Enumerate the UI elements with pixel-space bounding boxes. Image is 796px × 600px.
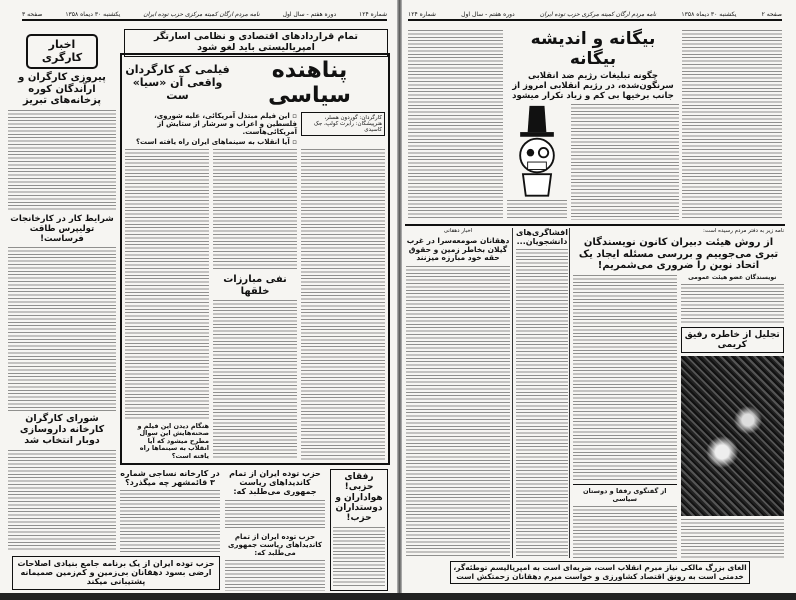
right-page-header: [408, 11, 782, 21]
feature-pullquote: هنگام دیدن این فیلم و صحنه‌هایش این سوال مطرح میشود که آیا انقلاب به سینماها راه یافته است؟: [137, 421, 209, 460]
bullet-text: این فیلم مبتذل آمریکائی، علیه شوروی، فلسطین و اعراب و سرشار از ستایش از آمریکائی‌هاست.: [154, 111, 297, 136]
article-kicker: نامه زیر به دفتر مردم رسیده است:: [703, 228, 784, 234]
article-body: [8, 450, 116, 552]
students-article: [512, 228, 568, 558]
candidates-article: [225, 469, 325, 591]
scan-edge: [0, 593, 796, 600]
article-body: [516, 249, 568, 558]
divider: [573, 484, 677, 485]
page-gutter: [397, 0, 402, 600]
photo-caption: [681, 519, 785, 558]
bottom-banner: حزب توده ایران از یک برنامه جامع بنیادی اصلاحات ارضی بسود دهقانان بی‌زمین و کم‌زمین صمیمانه پشتیبانی میکند: [12, 556, 220, 590]
film-credits: کارگردان: گوردون هسلر، هنرپیشگان: رابرت کولپ، جک کاسیدی: [301, 112, 385, 136]
masthead: نامه مردم ارگان کمیته مرکزی حزب توده ایران: [143, 11, 260, 18]
feature-column: [213, 149, 297, 272]
feature-column: [213, 300, 297, 460]
article-body: [573, 275, 677, 482]
tribute-headline: تجلیل از خاطره رفیق کریمی: [681, 327, 785, 354]
article-headline: حزب توده ایران از تمام کاندیداهای ریاست جمهوری می‌طلبد که:: [228, 533, 322, 558]
divider: [405, 224, 785, 226]
article-body: [8, 110, 116, 212]
right-top-column: [682, 30, 782, 220]
peasants-article: [406, 228, 510, 558]
article-headline: پیروزی کارگران و ارآندگان کوره پزخانه‌های تبریز: [18, 72, 106, 107]
party-appeal-box: [330, 469, 388, 591]
article-body: [333, 527, 385, 588]
period: دوره هفتم - سال اول: [461, 11, 515, 18]
left-page-header: [22, 11, 387, 21]
article-headline: حزب توده ایران از تمام کاندیداهای ریاست جمهوری می‌طلبد که:: [229, 469, 321, 497]
labour-news-column: [8, 34, 116, 552]
article-headline: افشاگری‌های دانشجویان...: [516, 228, 568, 247]
article-body: [681, 284, 785, 323]
article-body: [225, 560, 325, 591]
page-number: صفحه ۳: [22, 11, 43, 18]
article-body: [573, 506, 677, 558]
article-body: [225, 500, 325, 531]
article-headline: دهقانان صومعه‌سرا در غرب گیلان بخاطر زمین و حقوق حقه خود مبارزه میزنند: [406, 236, 510, 263]
feature-title: پناهنده سیاسی: [268, 58, 351, 109]
top-banner: تمام قراردادهای اقتصادی و نظامی اسارتگر امپریالیستی باید لغو شود: [124, 29, 388, 57]
date: یکشنبه ۳۰ دیماه ۱۳۵۸: [681, 11, 737, 18]
article-body: [682, 30, 782, 220]
period: دوره هفتم - سال اول: [282, 11, 337, 18]
issue-number: شماره ۱۲۴: [359, 11, 387, 18]
bottom-banner: الغای بزرگ مالکی نیاز مبرم انقلاب است، ضربه‌ای است به امپریالیسم توطئه‌گر، خدمتی است به رونق اقتصاد کشاورزی و خواست مبرم دهقانان زحمتکش است: [450, 561, 750, 584]
page-number: صفحه ۲: [761, 11, 782, 18]
feature-box: [120, 53, 390, 465]
feature-bullet: ▫ آیا انقلاب به سینماهای ایران راه یافته است؟: [135, 137, 297, 146]
textile-article: [120, 469, 220, 552]
section-logo: اخبار کارگری: [26, 34, 98, 69]
article-body: [8, 247, 116, 411]
date: یکشنبه ۳۰ دیماه ۱۳۵۸: [65, 11, 121, 18]
cartoon-illustration: [507, 104, 567, 198]
article-headline: از روش هیئت دبیران کانون نویسندگان تبری می‌جوییم و بررسی مسئله ایجاد یک اتحاد نوین را ضروری می‌شمریم!: [578, 237, 779, 271]
article-body: [571, 104, 679, 220]
writers-article: [569, 228, 784, 558]
feature-subtitle: فیلمی که کارگردان واقعی آن «سیا» ست: [125, 63, 230, 102]
cartoon-caption: [507, 200, 567, 220]
article-body: [406, 266, 510, 558]
lead-headline: بیگانه و اندیشه بیگانه: [530, 29, 656, 69]
left-top-column: [408, 30, 503, 220]
lead-subheadline: چگونه تبلیغات رژیم ضد انقلابی سرنگون‌شده، در رژیم انقلابی امروز از جانب برخیها بی کم و زیاد تکرار میشود: [512, 71, 674, 101]
issue-number: شماره ۱۲۴: [408, 11, 436, 18]
memorial-photo: [681, 356, 785, 515]
feature-section-heading: نفی مبارزات خلقها: [223, 274, 287, 297]
article-headline: از گفتگوی رفقا و دوستان سیاسی: [582, 487, 667, 503]
masthead: نامه مردم ارگان کمیته مرکزی حزب توده ایران: [539, 11, 657, 18]
article-headline: شرایط کار در کارخانجات تولیپرس طاقت فرساست!: [10, 214, 114, 244]
feature-column: [125, 149, 209, 420]
article-body: [408, 30, 503, 220]
article-byline: نویسندگان عضو هیئت عمومی: [688, 273, 777, 281]
lead-article: [507, 30, 679, 220]
article-kicker: اخبار دهقانی: [443, 228, 473, 234]
bullet-text: آیا انقلاب به سینماهای ایران راه یافته است؟: [135, 137, 290, 146]
party-appeal-headline: رفقای حزبی! هواداران و دوستداران حزب!: [335, 472, 383, 524]
feature-bullet: ▫ این فیلم مبتذل آمریکائی، علیه شوروی، فلسطین و اعراب و سرشار از ستایش از آمریکائی‌هاست.: [154, 111, 297, 136]
article-body: [120, 490, 220, 552]
article-headline: در کارخانه نساجی شماره ۳ قائمشهر چه میگذرد؟: [120, 469, 220, 488]
feature-column: [301, 149, 385, 460]
article-headline: شورای کارگران کارخانه داروسازی دوبار انتخاب شد: [19, 412, 105, 446]
